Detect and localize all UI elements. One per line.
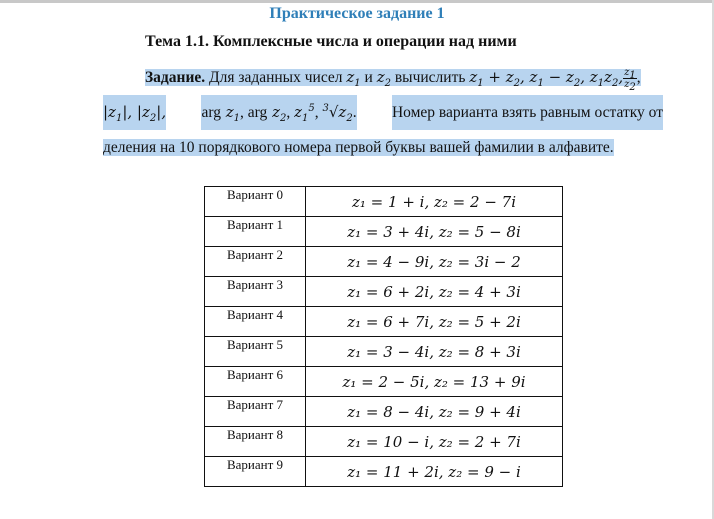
variant-label: Вариант 1 <box>205 217 306 247</box>
variant-expression: z₁ = 6 + 7i, z₂ = 5 + 2i <box>306 307 563 337</box>
variant-label: Вариант 8 <box>205 427 306 457</box>
variant-expression: z₁ = 1 + i, z₂ = 2 − 7i <box>306 187 563 217</box>
task-line-1: Задание. Для заданных чисел $z_1$ и $z_2$ вычислить $z_1 + z_2$, $z_1 - z_2$, $z_1z_2$, $\frac{z_1}{z_2}$ , <box>145 66 641 93</box>
table-row <box>205 457 563 487</box>
variant-expression: z₁ = 8 − 4i, z₂ = 9 + 4i <box>306 397 563 427</box>
variant-label: Вариант 5 <box>205 337 306 367</box>
variant-expression: z₁ = 11 + 2i, z₂ = 9 − i <box>306 457 563 487</box>
table-row <box>205 187 563 217</box>
task-line-3-text: деления на 10 порядкового номера первой буквы вашей фамилии в алфавите. <box>103 139 614 156</box>
variant-label: Вариант 7 <box>205 397 306 427</box>
table-row <box>205 217 563 247</box>
variant-expression: z₁ = 4 − 9i, z₂ = 3i − 2 <box>306 247 563 277</box>
variant-expression: z₁ = 3 − 4i, z₂ = 8 + 3i <box>306 337 563 367</box>
variant-expression: z₁ = 3 + 4i, z₂ = 5 − 8i <box>306 217 563 247</box>
table-row <box>205 337 563 367</box>
variant-label: Вариант 6 <box>205 367 306 397</box>
variant-label: Вариант 9 <box>205 457 306 487</box>
variant-expression: z₁ = 10 − i, z₂ = 2 + 7i <box>306 427 563 457</box>
task-line-3 <box>103 130 663 165</box>
task-label: Задание. <box>145 69 206 86</box>
variant-label: Вариант 0 <box>205 187 306 217</box>
variant-expression: z₁ = 6 + 2i, z₂ = 4 + 3i <box>306 277 563 307</box>
variant-label: Вариант 3 <box>205 277 306 307</box>
arg-word-2: arg <box>247 104 268 121</box>
variant-label: Вариант 4 <box>205 307 306 337</box>
arg-word-1: arg <box>201 104 221 121</box>
variant-label: Вариант 2 <box>205 247 306 277</box>
page-title: Практическое задание 1 <box>269 5 445 22</box>
task-paragraph[interactable] <box>103 60 663 165</box>
task-and-word: и <box>364 69 373 86</box>
topic-heading: Тема 1.1. Комплексные числа и операции над ними <box>145 33 517 50</box>
task-line-2-text: Номер варианта взять равным остатку от <box>392 95 663 130</box>
table-row <box>205 307 563 337</box>
task-compute-word: вычислить <box>394 69 466 86</box>
task-line-2: $|z_1|$, $|z_2|$, arg $z_1$, arg $z_2$, $z_1^5$, $^3√z_2$. Номер варианта взять равным остатку от <box>103 95 663 130</box>
table-row <box>205 247 563 277</box>
table-row <box>205 427 563 457</box>
task-intro-text: Для заданных чисел <box>209 69 343 86</box>
table-row <box>205 397 563 427</box>
table-row <box>205 367 563 397</box>
variant-expression: z₁ = 2 − 5i, z₂ = 13 + 9i <box>306 367 563 397</box>
page-top-border <box>0 0 714 3</box>
table-row <box>205 277 563 307</box>
variants-table <box>204 186 563 487</box>
